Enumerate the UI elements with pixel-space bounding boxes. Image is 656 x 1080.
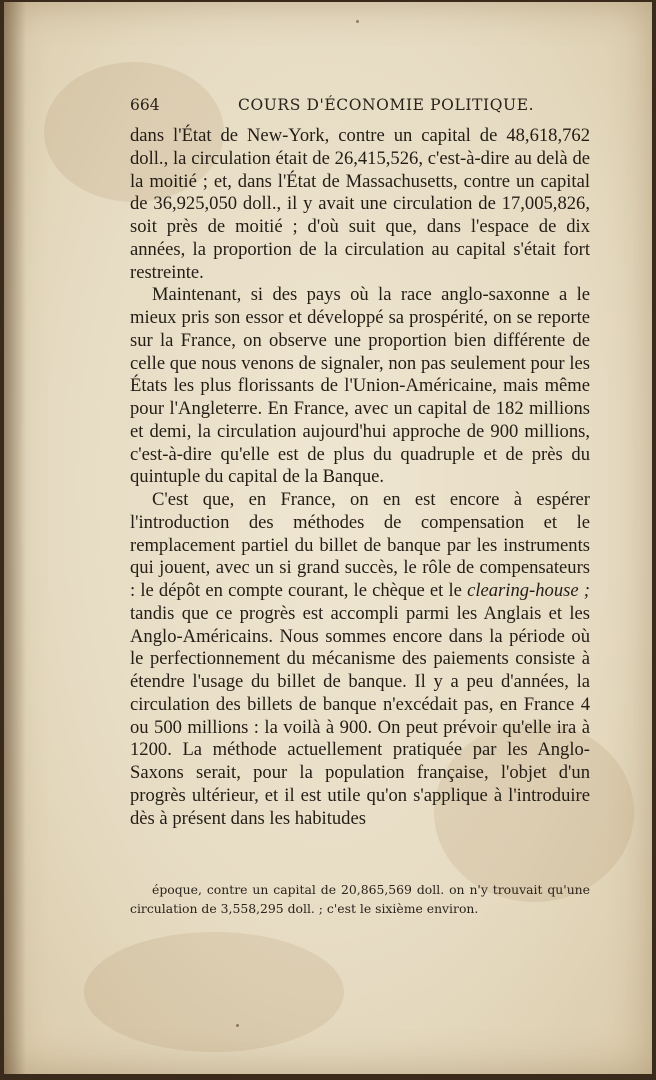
paragraph-3-text-end: tandis que ce progrès est accompli parmi les Anglais et les Anglo-Américains. Nous sommes encore dans la période où le perfectionnement du mécanisme des paiements consiste à étendre l'usage du billet de banque. Il y a peu d'années, la circulation des billets de banque n'excédait pas, en France 4 ou 500 millions : la voilà à 900. On peut prévoir qu'elle ira à 1200. La méthode actuellement pratiquée par les Anglo-Saxons serait, pour la population française, l'objet d'un progrès ultérieur, et il est utile qu'on s'applique à l'introduire dès à présent dans les habitudes xyxy=(130,602,590,829)
paper-speck xyxy=(356,20,359,23)
paragraph-1: dans l'État de New-York, contre un capital de 48,618,762 doll., la circulation était de 26,415,526, c'est-à-dire au delà de la moitié ; et, dans l'État de Massachusetts, contre un capital de 36,925,050 doll., il y avait une circulation de 17,005,826, soit près de moitié ; d'où suit que, dans l'espace de dix années, la proportion de la circulation au capital s'était fort restreinte. xyxy=(130,125,590,283)
paragraph-3-text-start: C'est que, en France, on en est encore à espérer l'introduction des méthodes de compensation et le remplacement partiel du billet de banque par les instruments qui jouent, avec un si grand succès, le rôle de compensateurs : le dépôt en compte courant, le chèque et le xyxy=(130,489,590,601)
body-text xyxy=(130,125,590,830)
running-head xyxy=(130,96,590,118)
paper-stain xyxy=(84,932,344,1052)
page-number: 664 xyxy=(130,96,160,114)
footnote-text: époque, contre un capital de 20,865,569 doll. on n'y trouvait qu'une circulation de 3,558,295 doll. ; c'est le sixième environ. xyxy=(130,882,590,916)
paragraph-3-emphasis: clearing-house ; xyxy=(467,580,590,601)
running-title: COURS D'ÉCONOMIE POLITIQUE. xyxy=(238,96,535,114)
paragraph-3 xyxy=(130,489,590,830)
book-page xyxy=(4,2,652,1074)
paragraph-2: Maintenant, si des pays où la race anglo-saxonne a le mieux pris son essor et développé sa prospérité, on se reporte sur la France, on observe une proportion bien différente de celle que nous venons de signaler, non pas seulement pour les États les plus florissants de l'Union-Américaine, mais même pour l'Angleterre. En France, avec un capital de 182 millions et demi, la circulation aujourd'hui approche de 900 millions, c'est-à-dire qu'elle est de plus du quadruple et de près du quintuple du capital de la Banque. xyxy=(130,284,590,488)
paper-speck xyxy=(236,1024,239,1027)
footnote xyxy=(130,880,590,918)
